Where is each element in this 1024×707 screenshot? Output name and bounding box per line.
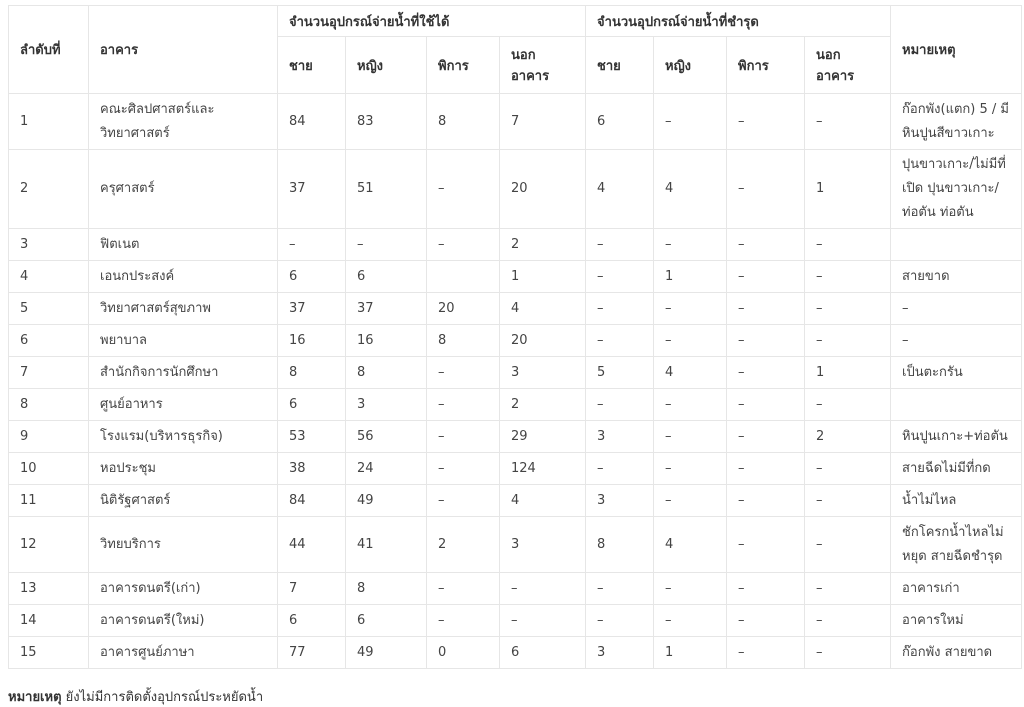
cell-broken-female: – <box>654 293 727 325</box>
cell-broken-disabled: – <box>727 94 805 150</box>
cell-remark: ชักโครกน้ำไหลไม่หยุด สายฉีดชำรุด <box>891 517 1022 573</box>
cell-broken-female: – <box>654 485 727 517</box>
cell-no: 2 <box>9 150 89 229</box>
table-row <box>9 605 1022 637</box>
cell-broken-disabled: – <box>727 229 805 261</box>
cell-usable-female: 3 <box>346 389 427 421</box>
cell-usable-outside: 2 <box>500 389 586 421</box>
table-row <box>9 229 1022 261</box>
header-broken-group: จำนวนอุปกรณ์จ่ายน้ำที่ชำรุด <box>586 6 891 37</box>
cell-no: 3 <box>9 229 89 261</box>
cell-broken-disabled: – <box>727 261 805 293</box>
cell-broken-female: 1 <box>654 637 727 669</box>
cell-broken-outside: – <box>805 229 891 261</box>
cell-building: อาคารดนตรี(ใหม่) <box>89 605 278 637</box>
cell-broken-disabled: – <box>727 150 805 229</box>
header-broken-male: ชาย <box>586 37 654 94</box>
cell-usable-male: 77 <box>278 637 346 669</box>
cell-building: ครุศาสตร์ <box>89 150 278 229</box>
cell-usable-disabled: 20 <box>427 293 500 325</box>
cell-broken-male: 6 <box>586 94 654 150</box>
cell-usable-outside: 4 <box>500 293 586 325</box>
cell-usable-male: 38 <box>278 453 346 485</box>
cell-no: 7 <box>9 357 89 389</box>
cell-no: 11 <box>9 485 89 517</box>
cell-usable-outside: 3 <box>500 357 586 389</box>
cell-broken-female: – <box>654 421 727 453</box>
header-usable-female: หญิง <box>346 37 427 94</box>
header-broken-outside: นอก อาคาร <box>805 37 891 94</box>
cell-no: 14 <box>9 605 89 637</box>
cell-broken-female: 4 <box>654 517 727 573</box>
cell-usable-disabled: – <box>427 485 500 517</box>
cell-usable-disabled: – <box>427 605 500 637</box>
header-building: อาคาร <box>89 6 278 94</box>
cell-broken-outside: – <box>805 293 891 325</box>
header-no: ลำดับที่ <box>9 6 89 94</box>
cell-broken-outside: – <box>805 517 891 573</box>
cell-usable-disabled: – <box>427 150 500 229</box>
table-row <box>9 453 1022 485</box>
cell-no: 9 <box>9 421 89 453</box>
cell-no: 8 <box>9 389 89 421</box>
cell-usable-disabled: 8 <box>427 325 500 357</box>
cell-usable-female: 83 <box>346 94 427 150</box>
cell-usable-disabled: 0 <box>427 637 500 669</box>
cell-no: 10 <box>9 453 89 485</box>
cell-usable-disabled: 2 <box>427 517 500 573</box>
cell-building: อาคารดนตรี(เก่า) <box>89 573 278 605</box>
cell-remark: สายฉีดไม่มีที่กด <box>891 453 1022 485</box>
cell-remark: สายขาด <box>891 261 1022 293</box>
cell-broken-outside: 2 <box>805 421 891 453</box>
cell-usable-female: 24 <box>346 453 427 485</box>
cell-remark: เป็นตะกรัน <box>891 357 1022 389</box>
equipment-table <box>8 5 1022 669</box>
cell-usable-female: 6 <box>346 261 427 293</box>
cell-no: 1 <box>9 94 89 150</box>
cell-no: 15 <box>9 637 89 669</box>
table-row <box>9 573 1022 605</box>
cell-broken-male: 8 <box>586 517 654 573</box>
cell-broken-outside: – <box>805 605 891 637</box>
cell-remark: หินปูนเกาะ+ท่อตัน <box>891 421 1022 453</box>
cell-usable-outside: 3 <box>500 517 586 573</box>
cell-broken-female: – <box>654 325 727 357</box>
cell-usable-female: 56 <box>346 421 427 453</box>
cell-remark: – <box>891 293 1022 325</box>
cell-usable-male: 6 <box>278 389 346 421</box>
cell-broken-disabled: – <box>727 357 805 389</box>
cell-building: นิติรัฐศาสตร์ <box>89 485 278 517</box>
cell-broken-female: 1 <box>654 261 727 293</box>
cell-usable-male: 37 <box>278 293 346 325</box>
cell-broken-disabled: – <box>727 389 805 421</box>
cell-building: เอนกประสงค์ <box>89 261 278 293</box>
cell-usable-outside: 2 <box>500 229 586 261</box>
cell-usable-outside: 29 <box>500 421 586 453</box>
cell-broken-male: – <box>586 389 654 421</box>
cell-broken-outside: – <box>805 637 891 669</box>
cell-usable-male: 8 <box>278 357 346 389</box>
cell-broken-male: – <box>586 261 654 293</box>
cell-broken-male: – <box>586 573 654 605</box>
cell-usable-disabled: – <box>427 453 500 485</box>
cell-broken-female: – <box>654 453 727 485</box>
table-row <box>9 357 1022 389</box>
cell-no: 4 <box>9 261 89 293</box>
cell-usable-female: 51 <box>346 150 427 229</box>
cell-broken-female: 4 <box>654 357 727 389</box>
cell-broken-female: – <box>654 389 727 421</box>
cell-broken-male: 5 <box>586 357 654 389</box>
cell-remark: – <box>891 325 1022 357</box>
table-row <box>9 389 1022 421</box>
cell-broken-disabled: – <box>727 325 805 357</box>
cell-broken-disabled: – <box>727 421 805 453</box>
cell-broken-female: – <box>654 605 727 637</box>
cell-broken-disabled: – <box>727 573 805 605</box>
table-row <box>9 421 1022 453</box>
cell-broken-male: 4 <box>586 150 654 229</box>
cell-usable-male: 44 <box>278 517 346 573</box>
cell-remark: น้ำไม่ไหล <box>891 485 1022 517</box>
cell-building: โรงแรม(บริหารธุรกิจ) <box>89 421 278 453</box>
footnote-text: ยังไม่มีการติดตั้งอุปกรณ์ประหยัดน้ำ <box>61 690 264 705</box>
cell-building: อาคารศูนย์ภาษา <box>89 637 278 669</box>
cell-usable-outside: – <box>500 605 586 637</box>
cell-usable-female: 41 <box>346 517 427 573</box>
cell-broken-disabled: – <box>727 293 805 325</box>
cell-remark: อาคารใหม่ <box>891 605 1022 637</box>
cell-usable-outside: 4 <box>500 485 586 517</box>
cell-usable-disabled: – <box>427 229 500 261</box>
cell-broken-disabled: – <box>727 637 805 669</box>
cell-usable-male: 84 <box>278 94 346 150</box>
table-row <box>9 517 1022 573</box>
cell-broken-female: – <box>654 94 727 150</box>
cell-usable-female: 49 <box>346 637 427 669</box>
table-row <box>9 150 1022 229</box>
cell-no: 5 <box>9 293 89 325</box>
cell-usable-male: 6 <box>278 261 346 293</box>
cell-broken-disabled: – <box>727 605 805 637</box>
cell-usable-male: 53 <box>278 421 346 453</box>
cell-broken-disabled: – <box>727 485 805 517</box>
footnote-label: หมายเหตุ <box>8 690 62 705</box>
header-usable-male: ชาย <box>278 37 346 94</box>
cell-usable-disabled: 8 <box>427 94 500 150</box>
cell-broken-female: 4 <box>654 150 727 229</box>
cell-usable-female: 16 <box>346 325 427 357</box>
table-row <box>9 637 1022 669</box>
cell-broken-male: – <box>586 605 654 637</box>
cell-usable-outside: 124 <box>500 453 586 485</box>
cell-broken-outside: – <box>805 573 891 605</box>
header-usable-outside: นอก อาคาร <box>500 37 586 94</box>
cell-no: 12 <box>9 517 89 573</box>
cell-building: วิทยาศาสตร์สุขภาพ <box>89 293 278 325</box>
cell-broken-male: – <box>586 453 654 485</box>
cell-broken-disabled: – <box>727 453 805 485</box>
table-row <box>9 325 1022 357</box>
cell-broken-outside: – <box>805 389 891 421</box>
cell-broken-outside: – <box>805 325 891 357</box>
table-row <box>9 94 1022 150</box>
cell-usable-female: 6 <box>346 605 427 637</box>
cell-usable-outside: 1 <box>500 261 586 293</box>
cell-broken-outside: – <box>805 485 891 517</box>
cell-building: สำนักกิจการนักศึกษา <box>89 357 278 389</box>
header-usable-disabled: พิการ <box>427 37 500 94</box>
cell-usable-outside: 7 <box>500 94 586 150</box>
table-row <box>9 485 1022 517</box>
cell-broken-outside: – <box>805 94 891 150</box>
cell-building: หอประชุม <box>89 453 278 485</box>
cell-usable-disabled: – <box>427 357 500 389</box>
cell-broken-female: – <box>654 573 727 605</box>
cell-usable-female: – <box>346 229 427 261</box>
cell-remark: ก๊อกพัง สายขาด <box>891 637 1022 669</box>
cell-usable-male: 6 <box>278 605 346 637</box>
cell-broken-male: 3 <box>586 637 654 669</box>
cell-broken-outside: – <box>805 261 891 293</box>
cell-usable-male: 7 <box>278 573 346 605</box>
cell-building: คณะศิลปศาสตร์และวิทยาศาสตร์ <box>89 94 278 150</box>
cell-usable-disabled: – <box>427 573 500 605</box>
cell-broken-disabled: – <box>727 517 805 573</box>
cell-remark: ปุนขาวเกาะ/ไม่มีที่เปิด ปุนขาวเกาะ/ท่อตัน ท่อตัน <box>891 150 1022 229</box>
cell-broken-outside: 1 <box>805 150 891 229</box>
cell-usable-male: 16 <box>278 325 346 357</box>
cell-building: วิทยบริการ <box>89 517 278 573</box>
table-row <box>9 261 1022 293</box>
header-usable-group: จำนวนอุปกรณ์จ่ายน้ำที่ใช้ได้ <box>278 6 586 37</box>
cell-usable-outside: 20 <box>500 325 586 357</box>
cell-remark <box>891 229 1022 261</box>
cell-broken-outside: – <box>805 453 891 485</box>
header-broken-female: หญิง <box>654 37 727 94</box>
cell-usable-disabled <box>427 261 500 293</box>
cell-remark <box>891 389 1022 421</box>
cell-remark: อาคารเก่า <box>891 573 1022 605</box>
cell-broken-male: – <box>586 325 654 357</box>
cell-usable-female: 37 <box>346 293 427 325</box>
cell-usable-outside: 20 <box>500 150 586 229</box>
cell-broken-outside: 1 <box>805 357 891 389</box>
footnote <box>8 686 263 707</box>
cell-broken-male: 3 <box>586 485 654 517</box>
cell-usable-female: 8 <box>346 573 427 605</box>
cell-broken-male: – <box>586 229 654 261</box>
cell-usable-male: 84 <box>278 485 346 517</box>
cell-broken-male: 3 <box>586 421 654 453</box>
cell-usable-outside: 6 <box>500 637 586 669</box>
cell-usable-male: 37 <box>278 150 346 229</box>
cell-usable-female: 8 <box>346 357 427 389</box>
cell-building: พยาบาล <box>89 325 278 357</box>
cell-usable-disabled: – <box>427 389 500 421</box>
table-row <box>9 293 1022 325</box>
cell-no: 6 <box>9 325 89 357</box>
header-broken-disabled: พิการ <box>727 37 805 94</box>
cell-remark: ก๊อกพัง(แตก) 5 / มีหินปูนสีขาวเกาะ <box>891 94 1022 150</box>
cell-no: 13 <box>9 573 89 605</box>
header-remark: หมายเหตุ <box>891 6 1022 94</box>
cell-broken-male: – <box>586 293 654 325</box>
cell-broken-female: – <box>654 229 727 261</box>
cell-building: ศูนย์อาหาร <box>89 389 278 421</box>
cell-building: ฟิตเนต <box>89 229 278 261</box>
cell-usable-disabled: – <box>427 421 500 453</box>
cell-usable-male: – <box>278 229 346 261</box>
cell-usable-outside: – <box>500 573 586 605</box>
cell-usable-female: 49 <box>346 485 427 517</box>
